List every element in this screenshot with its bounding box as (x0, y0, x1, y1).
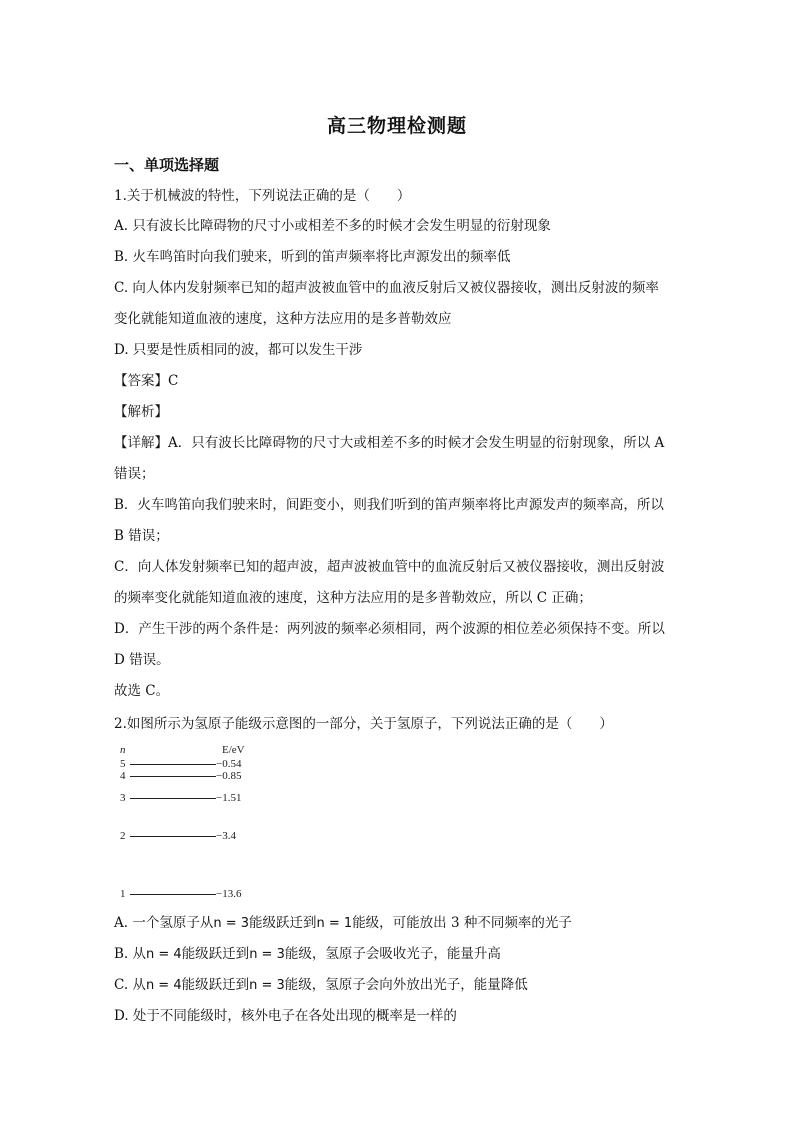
level-line (130, 836, 216, 837)
level-energy: −1.51 (216, 792, 242, 804)
level-energy: −0.54 (216, 758, 242, 770)
diagram-energy-label: E/eV (222, 744, 245, 756)
math-expression: n = 4 (145, 978, 182, 993)
option-text: 能级，氢原子会向外放出光子，能量降低 (284, 977, 528, 993)
q1-conclusion: 故选 C。 (114, 683, 170, 699)
q2-stem: 2.如图所示为氢原子能级示意图的一部分，关于氢原子，下列说法正确的是（ ） (114, 716, 613, 732)
level-energy: −0.85 (216, 770, 242, 782)
level-line (130, 894, 216, 895)
q1-detail-d-line1: D．产生干涉的两个条件是：两列波的频率必须相同，两个波源的相位差必须保持不变。所以 (114, 621, 665, 637)
level-number: 4 (120, 770, 126, 782)
math-expression: n = 3 (213, 916, 250, 931)
q1-detail-a-line2: 错误； (114, 466, 155, 482)
q1-option-b: B. 火车鸣笛时向我们驶来，听到的笛声频率将比声源发出的频率低 (114, 249, 511, 265)
q1-detail-c-line1: C．向人体发射频率已知的超声波，超声波被血管中的血流反射后又被仪器接收，测出反射波 (114, 559, 665, 575)
page-title: 高三物理检测题 (326, 115, 467, 137)
option-text: A. 一个氢原子从 (114, 915, 214, 931)
option-text: 能级跃迁到 (249, 915, 317, 931)
level-number: 5 (120, 758, 126, 770)
q2-option-a (114, 913, 572, 934)
q1-option-a: A. 只有波长比障碍物的尺寸小或相差不多的时候才会发生明显的衍射现象 (114, 218, 551, 234)
level-line (130, 764, 216, 765)
level-line (130, 776, 216, 777)
q1-option-c-line1: C. 向人体内发射频率已知的超声波被血管中的血液反射后又被仪器接收，测出反射波的频率 (114, 280, 659, 296)
q2-option-d: D. 处于不同能级时，核外电子在各处出现的概率是一样的 (114, 1008, 457, 1024)
q1-answer: 【答案】C (114, 373, 179, 389)
energy-level-2 (114, 830, 274, 842)
q1-option-d: D. 只要是性质相同的波，都可以发生干涉 (114, 342, 363, 358)
math-expression: n = 4 (146, 947, 182, 962)
option-text: 能级跃迁到 (181, 946, 250, 962)
energy-level-1 (114, 888, 274, 900)
level-energy: −13.6 (216, 888, 242, 900)
q1-option-c-line2: 变化就能知道血液的速度，这种方法应用的是多普勒效应 (114, 311, 452, 327)
level-line (130, 798, 216, 799)
q2-option-c (114, 975, 528, 996)
q1-detail-b-line2: B 错误； (114, 528, 169, 544)
option-text: C. 从 (114, 977, 146, 993)
section-heading: 一、单项选择题 (114, 156, 220, 174)
option-text: 能级跃迁到 (181, 977, 250, 993)
energy-level-3 (114, 792, 274, 804)
math-expression: n = 1 (316, 916, 353, 931)
level-number: 2 (120, 830, 126, 842)
q1-stem: 1.关于机械波的特性，下列说法正确的是（ ） (114, 188, 411, 204)
q1-detail-d-line2: D 错误。 (114, 652, 170, 668)
q1-detail-b-line1: B．火车鸣笛向我们驶来时，间距变小，则我们听到的笛声频率将比声源发声的频率高，所以 (114, 497, 664, 513)
energy-level-diagram (114, 744, 274, 900)
level-number: 1 (120, 888, 126, 900)
math-expression: n = 3 (249, 978, 285, 993)
diagram-n-label: n (120, 744, 126, 756)
option-text: B. 从 (114, 946, 147, 962)
math-expression: n = 3 (249, 947, 285, 962)
option-text: 能级，氢原子会吸收光子，能量升高 (284, 946, 501, 962)
level-energy: −3.4 (216, 830, 236, 842)
option-text: 能级，可能放出 3 种不同频率的光子 (352, 915, 572, 931)
q1-detail-a-line1: 【详解】A．只有波长比障碍物的尺寸大或相差不多的时候才会发生明显的衍射现象，所以 A (114, 435, 665, 451)
q1-analysis-label: 【解析】 (114, 404, 168, 420)
energy-level-4 (114, 770, 274, 782)
level-number: 3 (120, 792, 126, 804)
energy-level-5 (114, 758, 274, 770)
q1-detail-c-line2: 的频率变化就能知道血液的速度，这种方法应用的是多普勒效应，所以 C 正确； (114, 590, 592, 606)
q2-option-b (114, 944, 501, 965)
